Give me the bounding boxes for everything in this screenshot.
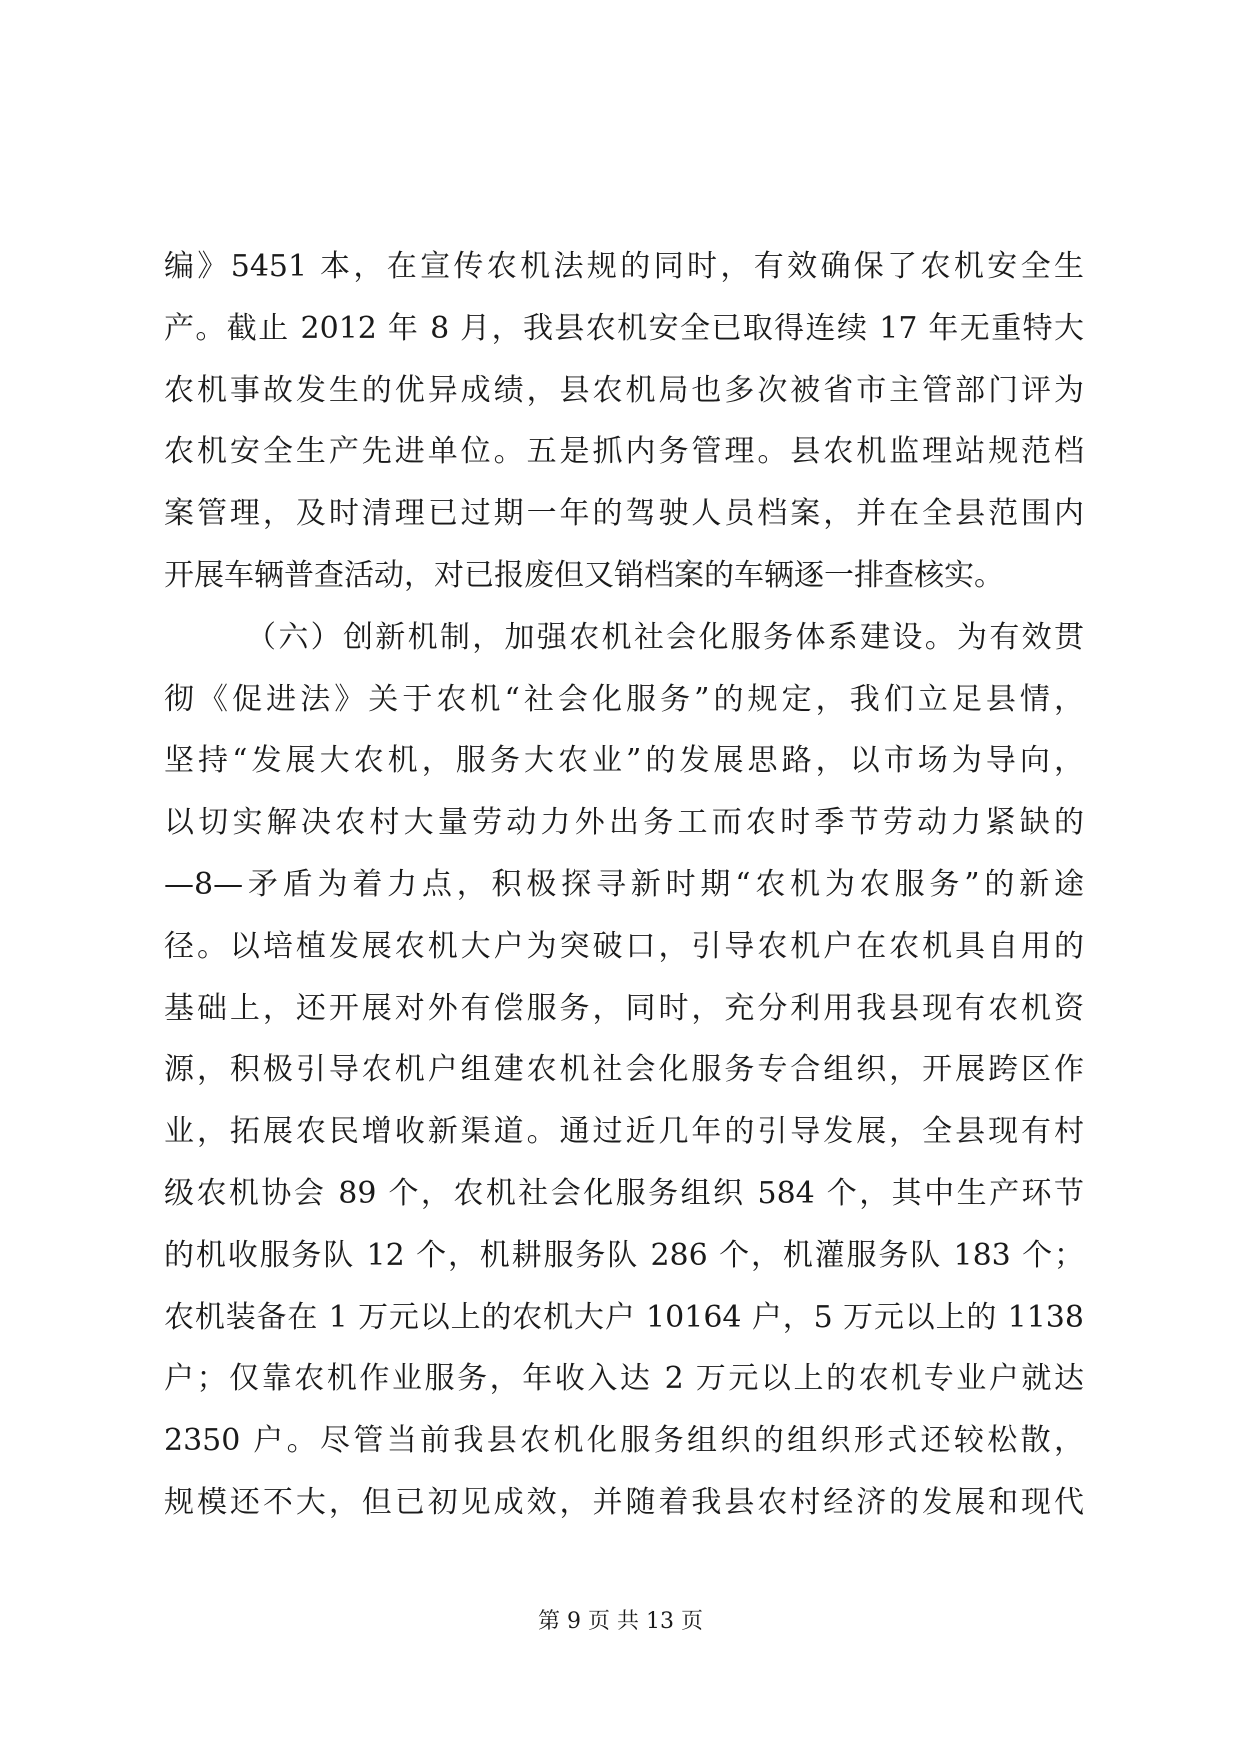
text-line: 农机事故发生的优异成绩，县农机局也多次被省市主管部门评为 xyxy=(164,372,1084,408)
text-line: 2350 户。尽管当前我县农机化服务组织的组织形式还较松散， xyxy=(164,1423,1084,1459)
text-line: 彻《促进法》关于农机“社会化服务”的规定，我们立足县情， xyxy=(164,681,1084,717)
text-line: 级农机协会 89 个，农机社会化服务组织 584 个，其中生产环节 xyxy=(164,1175,1084,1211)
text-line: 径。以培植发展农机大户为突破口，引导农机户在农机具自用的 xyxy=(164,928,1084,964)
text-line: 以切实解决农村大量劳动力外出务工而农时季节劳动力紧缺的 xyxy=(164,805,1084,841)
text-line: 编》5451 本，在宣传农机法规的同时，有效确保了农机安全生 xyxy=(164,249,1084,284)
paragraph-heading-line: （六）创新机制，加强农机社会化服务体系建设。为有效贯 xyxy=(246,619,1084,655)
text-line: 农机安全生产先进单位。五是抓内务管理。县农机监理站规范档 xyxy=(164,434,1084,470)
text-line: 的机收服务队 12 个，机耕服务队 286 个，机灌服务队 183 个； xyxy=(164,1237,1084,1273)
text-line: 开展车辆普查活动，对已报废但又销档案的车辆逐一排查核实。 xyxy=(164,557,1004,593)
text-line: 规模还不大，但已初见成效，并随着我县农村经济的发展和现代 xyxy=(164,1484,1084,1520)
page-number-footer: 第 9 页 共 13 页 xyxy=(538,1609,703,1634)
text-line: —8—矛盾为着力点，积极探寻新时期“农机为农服务”的新途 xyxy=(164,866,1084,902)
text-line: 业，拓展农民增收新渠道。通过近几年的引导发展，全县现有村 xyxy=(164,1114,1084,1150)
text-line: 坚持“发展大农机，服务大农业”的发展思路，以市场为导向， xyxy=(164,743,1084,779)
text-line: 基础上，还开展对外有偿服务，同时，充分利用我县现有农机资 xyxy=(164,990,1084,1026)
text-line: 农机装备在 1 万元以上的农机大户 10164 户，5 万元以上的 1138 xyxy=(164,1299,1084,1335)
text-line: 源，积极引导农机户组建农机社会化服务专合组织，开展跨区作 xyxy=(164,1052,1084,1088)
body-text xyxy=(164,236,1084,1534)
text-line: 案管理，及时清理已过期一年的驾驶人员档案，并在全县范围内 xyxy=(164,496,1084,532)
text-line: 产。截止 2012 年 8 月，我县农机安全已取得连续 17 年无重特大 xyxy=(164,310,1084,346)
text-line: 户；仅靠农机作业服务，年收入达 2 万元以上的农机专业户就达 xyxy=(164,1361,1084,1397)
